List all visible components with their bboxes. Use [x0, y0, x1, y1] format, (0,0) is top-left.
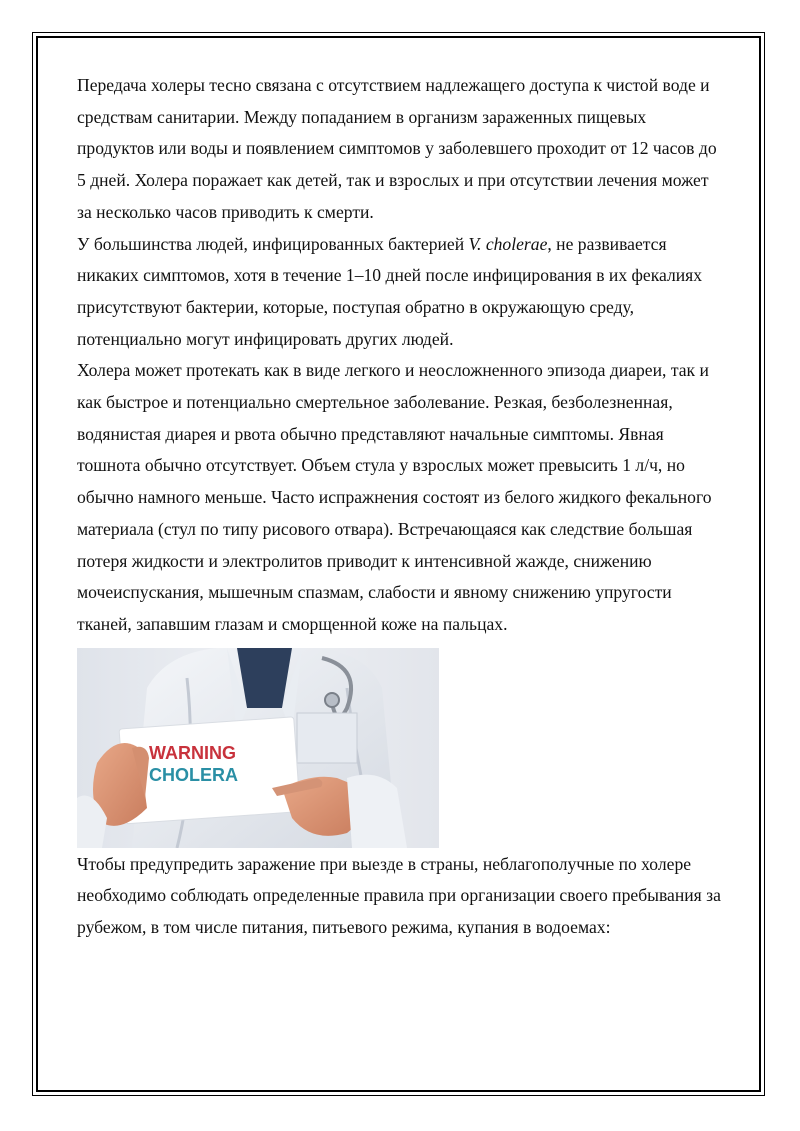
- sign-line-warning: WARNING: [149, 742, 236, 763]
- paragraph-transmission: Передача холеры тесно связана с отсутствием надлежащего доступа к чистой воде и средствам санитарии. Между попаданием в организм зараженных пищевых продуктов или воды и появлением симптомов у заболевшего проходит от 12 часов до 5 дней. Холера поражает как детей, так и взрослых и при отсутствии лечения может за несколько часов приводить к смерти.: [77, 75, 717, 222]
- paragraph-asymptomatic-text-start: У большинства людей, инфицированных бактерией: [77, 233, 469, 254]
- paragraph-asymptomatic-text-end: , не развивается никаких симптомов, хотя в течение 1–10 дней после инфицирования в их фекалиях присутствуют бактерии, которые, поступая обратно в окружающую среду, потенциально могут инфицировать других людей.: [77, 233, 703, 349]
- paragraph-asymptomatic: [77, 229, 727, 356]
- warning-cholera-photo: [77, 648, 439, 848]
- document-body: [77, 70, 727, 944]
- sign-line-cholera: CHOLERA: [149, 764, 238, 785]
- paragraph-symptoms: Холера может протекать как в виде легкого и неосложненного эпизода диареи, так и как быстрое и потенциально смертельное заболевание. Резкая, безболезненная, водянистая диарея и рвота обычно представляют начальные симптомы. Явная тошнота обычно отсутствует. Объем стула у взрослых может превысить 1 л/ч, но обычно намного меньше. Часто испражнения состоят из белого жидкого фекального материала (стул по типу рисового отвара). Встречающаяся как следствие большая потеря жидкости и электролитов приводит к интенсивной жажде, снижению мочеиспускания, мышечным спазмам, слабости и явному снижению упругости тканей, запавшим глазам и сморщенной коже на пальцах.: [77, 360, 712, 634]
- paragraph-prevention: Чтобы предупредить заражение при выезде в страны, неблагополучные по холере необходимо соблюдать определенные правила при организации своего пребывания за рубежом, в том числе питания, питьевого режима, купания в водоемах:: [77, 853, 721, 938]
- bacteria-name: V. cholerae: [468, 233, 548, 254]
